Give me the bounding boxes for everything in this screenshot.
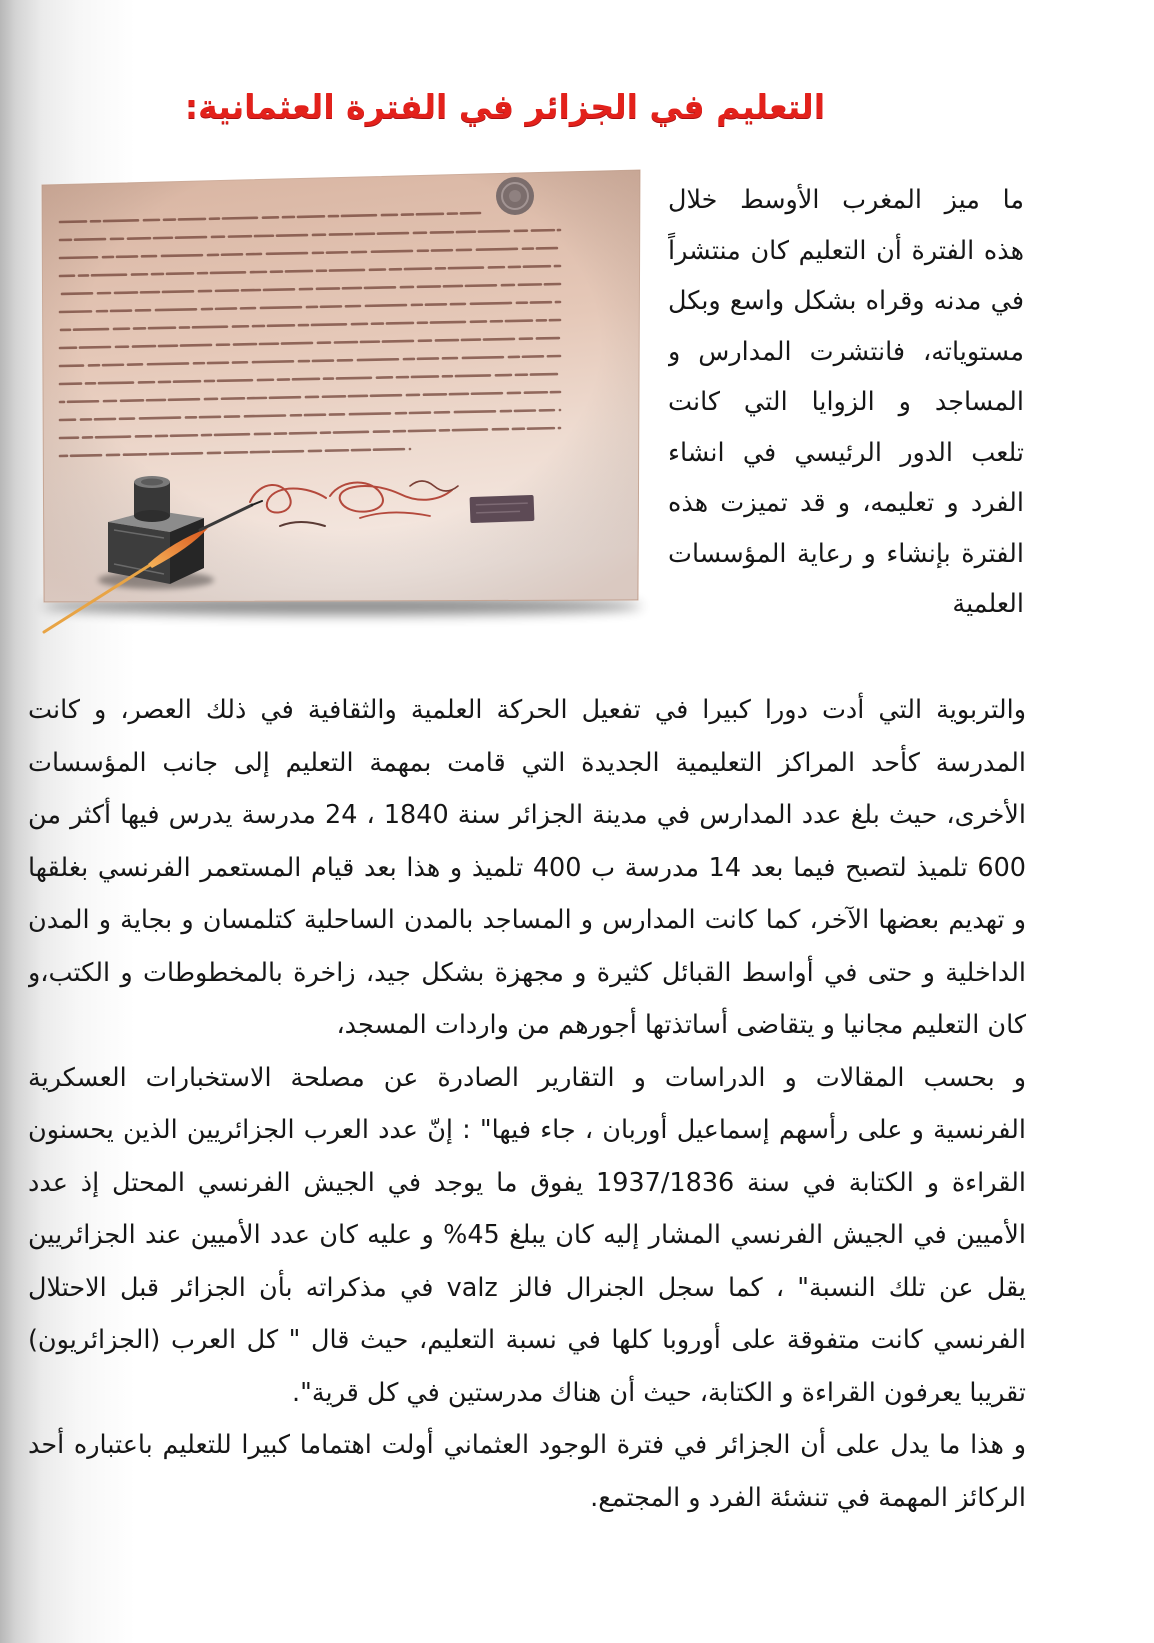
text-line: مستوياته، فانتشرت المدارس و <box>668 336 1024 367</box>
text-line: الداخلية و حتى في أواسط القبائل كثيرة و مجهزة بشكل جيد، زاخرة بالمخطوطات و الكتب،و <box>28 957 1026 988</box>
text-line: المساجد و الزوايا التي كانت <box>668 387 1024 417</box>
text-line: والتربوية التي أدت دورا كبيرا في تفعيل الحركة العلمية والثقافية في ذلك العصر، و كانت <box>28 695 1026 725</box>
paragraph <box>28 684 1026 1052</box>
text-line: الأخرى، حيث بلغ عدد المدارس في مدينة الجزائر سنة 1840 ، 24 مدرسة يدرس فيها أكثر من <box>28 800 1026 830</box>
text-line: 600 تلميذ لتصبح فيما بعد 14 مدرسة ب 400 تلميذ و هذا بعد قيام المستعمر الفرنسي بغلقها <box>28 852 1026 883</box>
text-line: الفرنسية و على رأسهم إسماعيل أوربان ، جاء فيها" : إنّ عدد العرب الجزائريين الذين يحسنون <box>28 1115 1026 1145</box>
text-line: تلعب الدور الرئيسي في انشاء <box>668 437 1024 468</box>
text-line: العلمية <box>952 589 1024 619</box>
text-line: و تهديم بعضها الآخر، كما كانت المدارس و المساجد بالمدن الساحلية كتلمسان و بجاية و المدن <box>28 905 1026 935</box>
text-line: الركائز المهمة في تنشئة الفرد و المجتمع. <box>590 1482 1026 1513</box>
text-line: يقل عن تلك النسبة" ، كما سجل الجنرال فالز valz في مذكراته بأن الجزائر قبل الاحتلال <box>28 1272 1026 1303</box>
text-line: تقريبا يعرفون القراءة و الكتابة، حيث أن هناك مدرستين في كل قرية". <box>292 1377 1026 1408</box>
wax-seal <box>496 177 534 215</box>
text-line: و هذا ما يدل على أن الجزائر في فترة الوجود العثماني أولت اهتماما كبيرا للتعليم باعتباره أحد <box>28 1430 1026 1460</box>
text-line: كان التعليم مجانيا و يتقاضى أساتذتها أجورهم من واردات المسجد، <box>336 1010 1026 1040</box>
text-line: هذه الفترة أن التعليم كان منتشراً <box>668 235 1024 266</box>
text-line: الأميين في الجيش الفرنسي المشار إليه كان يبلغ 45% و عليه كان عدد الأميين عند الجزائريين <box>28 1220 1026 1250</box>
text-line: في مدنه وقراه بشكل واسع وبكل <box>668 286 1024 316</box>
text-line: الفرنسي كانت متفوقة على أوروبا كلها في نسبة التعليم، حيث قال " كل العرب (الجزائريون) <box>28 1325 1026 1355</box>
text-line: الفرد و تعليمه، و قد تميزت هذه <box>668 488 1024 518</box>
text-line: الفترة بإنشاء و رعاية المؤسسات <box>668 538 1024 569</box>
page-title: التعليم في الجزائر في الفترة العثمانية: <box>184 87 826 126</box>
text-line: المدرسة كأحد المراكز التعليمية الجديدة التي قامت بمهمة التعليم إلى جانب المؤسسات <box>28 747 1026 778</box>
text-line: القراءة و الكتابة في سنة 1937/1836 يفوق ما يوجد في الجيش الفرنسي المحتل إذ عدد <box>28 1167 1026 1198</box>
paragraph <box>28 1419 1026 1524</box>
intro-column <box>668 175 1024 630</box>
manuscript-figure <box>30 160 650 640</box>
paragraph <box>28 1052 1026 1420</box>
text-line: و بحسب المقالات و الدراسات و التقارير الصادرة عن مصلحة الاستخبارات العسكرية <box>28 1062 1026 1093</box>
main-text <box>28 684 1026 1524</box>
text-line: ما ميز المغرب الأوسط خلال <box>668 185 1024 215</box>
stamp <box>470 495 535 523</box>
